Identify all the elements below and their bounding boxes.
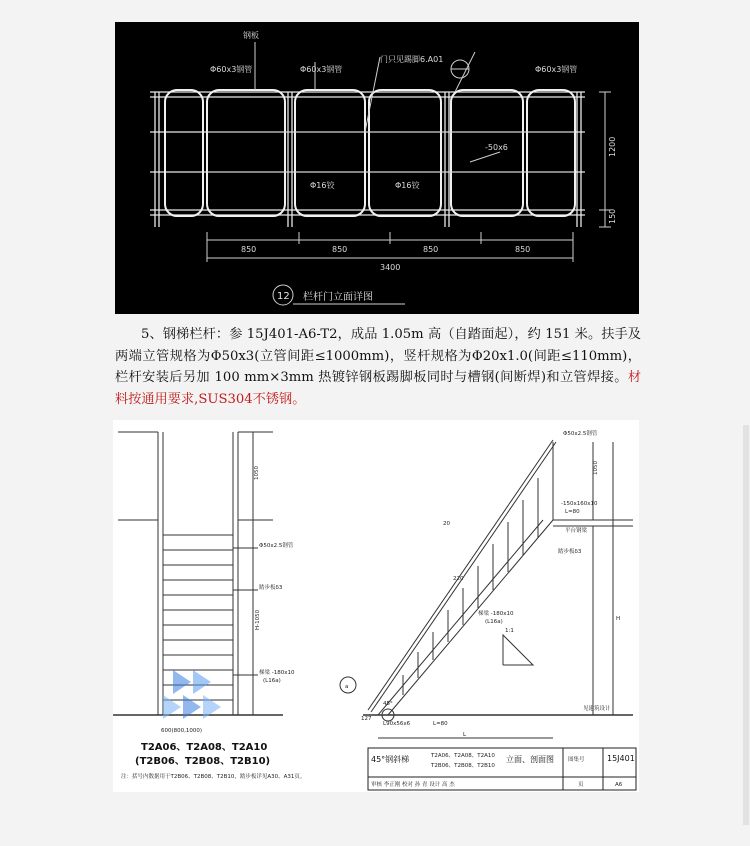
drawing-title: 栏杆门立面详图 <box>303 292 373 303</box>
side-plate-label: -150x160x10 <box>561 501 598 507</box>
titleblock-suffix: 立面、剖面图 <box>506 755 554 764</box>
spec-paragraph <box>115 324 641 410</box>
callout-hinge-2: Φ16铰 <box>395 181 420 190</box>
titleblock-row: 审核 李正刚 校对 孙 青 设计 高 杰 <box>371 782 455 788</box>
front-stringer-label: 梯梁 -180x10 <box>259 670 295 676</box>
callout-pipe-left: Φ60x3钢管 <box>210 65 253 74</box>
front-stringer-sub: (L16a) <box>263 678 281 684</box>
side-dim-1050: 1050 <box>593 461 599 475</box>
side-angle-label: 45° <box>383 701 393 707</box>
side-stringer-sub: (L16a) <box>485 619 503 625</box>
side-stringer-label: 梯梁 -180x10 <box>478 611 514 617</box>
side-floor-label: 见建筑设计 <box>583 706 611 712</box>
front-handrail-label: Φ50x2.5钢管 <box>259 543 294 549</box>
side-platform-label: 平台钢梁 <box>565 528 588 534</box>
side-dim-220: 220 <box>453 576 464 582</box>
callout-door-ref: 门只见踢脚6.A01 <box>380 55 444 64</box>
side-dim-h: H <box>616 616 621 622</box>
front-tread-label: 踏步板δ3 <box>259 585 283 591</box>
callout-rod: 钢板 <box>243 31 259 40</box>
side-dim-l: L <box>463 732 467 738</box>
callout-hinge-1: Φ16铰 <box>310 181 335 190</box>
front-note: 注：括号内数据用于T2B06、T2B08、T2B10，踏步板详见A30、A31页。 <box>121 774 306 780</box>
dim-panel-4: 850 <box>515 245 531 254</box>
detail-number: 12 <box>277 291 290 302</box>
titleblock-codes-bottom: T2B06、T2B08、T2B10 <box>431 763 495 769</box>
watermark-logo <box>163 670 221 719</box>
titleblock-codes-top: T2A06、T2A08、T2A10 <box>431 753 495 759</box>
callout-pipe-mid: Φ60x3钢管 <box>300 65 343 74</box>
spec-text-black: 5、钢梯栏杆：参 15J401-A6-T2，成品 1.05m 高（自踏面起），约 151 米。扶手及两端立管规格为Φ50x3(立管间距≤1000mm)，竖杆规格为Φ20x1.0(间距≤110mm)，栏杆安装后另加 100 mm×3mm 热镀锌钢板踢脚板同时与槽钢(间断焊)和立管焊接。 <box>115 327 641 385</box>
side-handrail-label: Φ50x2.5钢管 <box>563 431 598 437</box>
dim-panel-2: 850 <box>332 245 348 254</box>
titleblock-atlas-no: 15J401 <box>607 754 635 763</box>
dim-height: 1200 <box>608 136 617 157</box>
front-code-line1: T2A06、T2A08、T2A10 <box>141 742 268 753</box>
side-plate-l: L=80 <box>565 509 580 515</box>
railing-gate-elevation-drawing <box>115 22 639 314</box>
front-width-dim: 600(800,1000) <box>161 728 203 734</box>
front-code-line2: (T2B06、T2B08、T2B10) <box>135 756 271 767</box>
front-dim-h: H-1050 <box>255 609 261 630</box>
steel-ladder-drawing <box>113 420 639 792</box>
dim-panel-3: 850 <box>423 245 439 254</box>
side-base-l: L=80 <box>433 721 448 727</box>
dim-panel-1: 850 <box>241 245 257 254</box>
titleblock-page-label: 页 <box>578 782 584 788</box>
titleblock-atlas-label: 图集号 <box>568 757 585 763</box>
side-dim-127: 127 <box>361 716 372 722</box>
side-tread-label: 踏步板δ3 <box>558 549 582 555</box>
side-dim-20: 20 <box>443 521 450 527</box>
side-detail-ref: a <box>345 684 349 690</box>
callout-pipe-right: Φ60x3钢管 <box>535 65 578 74</box>
side-base-angle: L90x56x6 <box>383 721 411 727</box>
front-dim-1050: 1050 <box>254 466 260 480</box>
ladder-drawing-svg <box>113 420 639 792</box>
spec-text-red: 材料按通用要求,SUS304不锈钢。 <box>115 370 641 407</box>
page-edge-strip <box>743 425 749 825</box>
dim-base: 150 <box>608 208 617 224</box>
spec-text <box>115 324 641 410</box>
titleblock-page-no: A6 <box>615 782 623 788</box>
dim-total: 3400 <box>380 263 401 272</box>
titleblock-prefix: 45°钢斜梯 <box>371 755 410 764</box>
cad-drawing-svg <box>115 22 639 314</box>
side-ratio: 1:1 <box>505 628 514 634</box>
callout-bar: -50x6 <box>485 143 508 152</box>
